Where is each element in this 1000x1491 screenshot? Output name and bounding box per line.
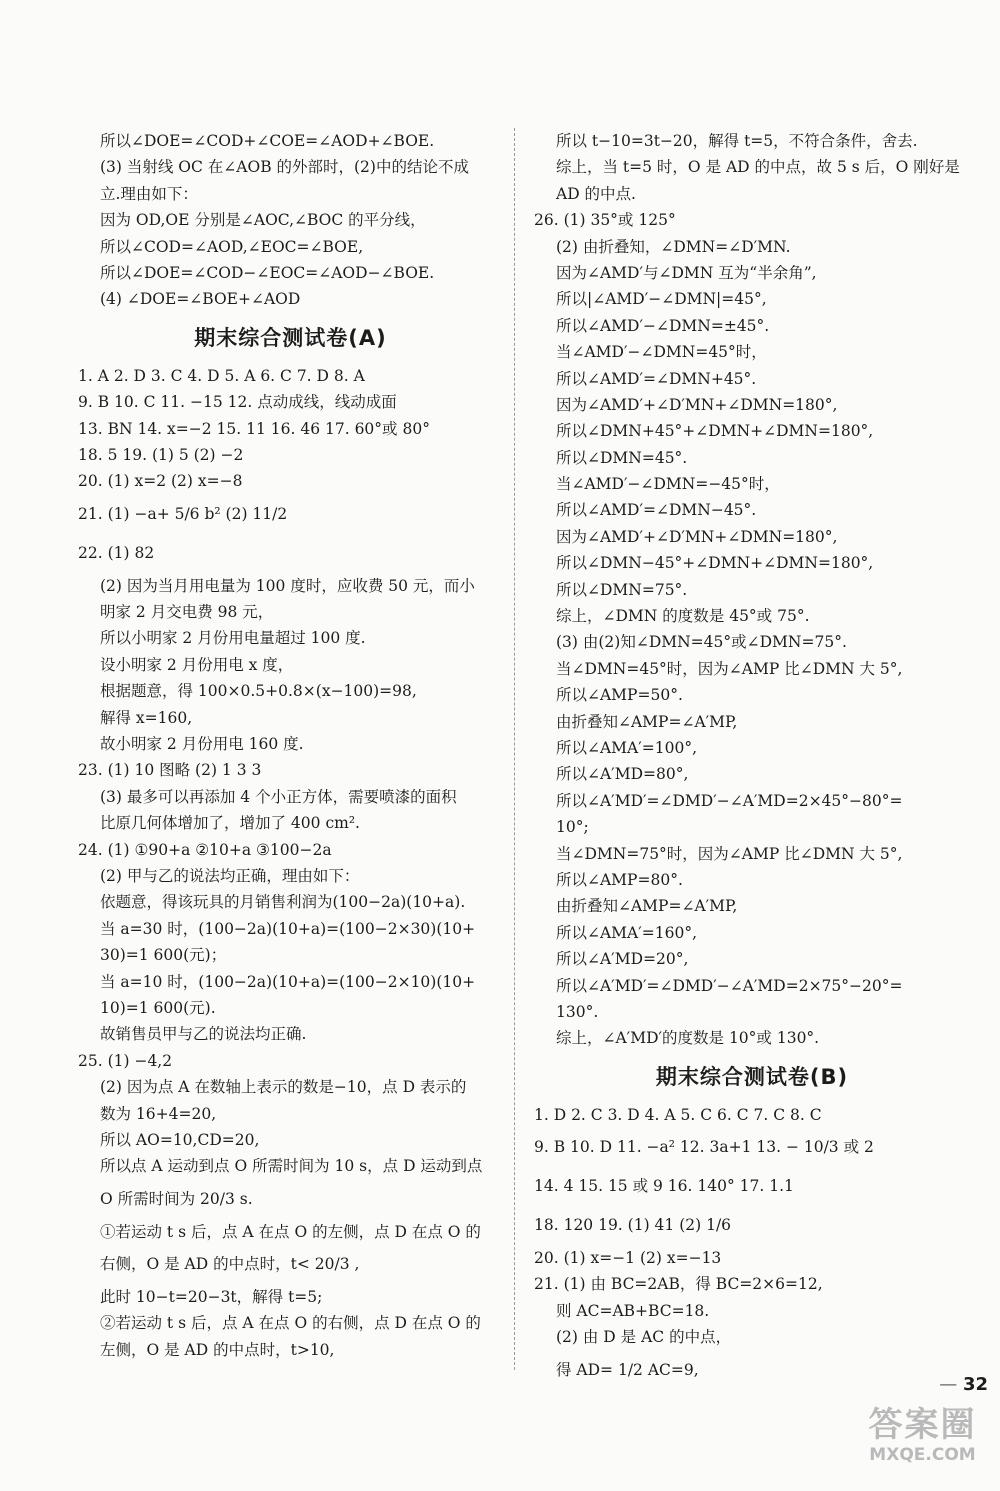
text-line: 右侧，O 是 AD 的中点时，t< 20/3 ,	[100, 1255, 360, 1274]
text-line: 此时 10−t=20−3t，解得 t=5;	[100, 1288, 323, 1307]
text-line: ②若运动 t s 后，点 A 在点 O 的右侧，点 D 在点 O 的	[100, 1314, 481, 1333]
section-title: 期末综合测试卷(A)	[194, 325, 387, 350]
text-line: O 所需时间为 20/3 s.	[100, 1189, 253, 1208]
text-line: 当∠AMD′−∠DMN=45°时，	[556, 343, 767, 362]
text-line: 因为∠AMD′+∠D′MN+∠DMN=180°,	[556, 527, 838, 546]
text-line: 因为 OD,OE 分别是∠AOC,∠BOC 的平分线，	[100, 211, 426, 230]
text-line: 由折叠知∠AMP=∠A′MP,	[556, 897, 738, 916]
text-line: (3) 当射线 OC 在∠AOB 的外部时，(2)中的结论不成	[100, 158, 469, 177]
text-line: 解得 x=160,	[100, 708, 193, 727]
text-line: 立.理由如下：	[100, 184, 198, 203]
text-line: 9. B 10. D 11. −a² 12. 3a+1 13. − 10/3 或 2	[534, 1138, 874, 1157]
text-line: 得 AD= 1/2 AC=9,	[556, 1360, 699, 1379]
text-line: (3) 由(2)知∠DMN=45°或∠DMN=75°.	[556, 633, 847, 652]
text-line: 所以∠DMN−45°+∠DMN+∠DMN=180°,	[556, 554, 874, 573]
text-line: (2) 由 D 是 AC 的中点，	[556, 1328, 732, 1347]
text-line: (2) 由折叠知，∠DMN=∠D′MN.	[556, 237, 791, 256]
text-line: 综上，∠A′MD′的度数是 10°或 130°.	[556, 1029, 820, 1048]
text-line: 所以∠A′MD=80°,	[556, 765, 689, 784]
text-line: 20. (1) x=−1 (2) x=−13	[534, 1249, 722, 1268]
text-line: 14. 4 15. 15 或 9 16. 140° 17. 1.1	[534, 1177, 794, 1196]
text-line: 综上，∠DMN 的度数是 45°或 75°.	[556, 607, 810, 626]
left-column	[78, 128, 503, 1363]
watermark-logo	[855, 1405, 990, 1465]
text-line: 18. 5 19. (1) 5 (2) −2	[78, 445, 244, 464]
text-line: 所以∠DMN=75°.	[556, 580, 688, 599]
text-line: 1. D 2. C 3. D 4. A 5. C 6. C 7. C 8. C	[534, 1105, 822, 1124]
text-line: 所以|∠AMD′−∠DMN|=45°,	[556, 290, 767, 309]
text-line: 21. (1) 由 BC=2AB，得 BC=2×6=12,	[534, 1275, 823, 1294]
text-line: 所以点 A 运动到点 O 所需时间为 10 s，点 D 运动到点	[100, 1157, 483, 1176]
text-line: AD 的中点.	[556, 184, 636, 203]
text-line: 18. 120 19. (1) 41 (2) 1/6	[534, 1216, 732, 1235]
text-line: 所以∠AMD′=∠DMN+45°.	[556, 369, 757, 388]
text-line: 所以∠DMN=45°.	[556, 448, 688, 467]
text-line: 10)=1 600(元).	[100, 998, 216, 1017]
text-line: 根据题意，得 100×0.5+0.8×(x−100)=98,	[100, 682, 417, 701]
text-line: 所以∠DOE=∠COD+∠COE=∠AOD+∠BOE.	[100, 132, 435, 150]
text-line: 因为∠AMD′与∠DMN 互为“半余角”,	[556, 263, 817, 282]
text-line: 26. (1) 35°或 125°	[534, 211, 676, 230]
text-line: 9. B 10. C 11. −15 12. 点动成线，线动成面	[78, 393, 397, 412]
text-line: (4) ∠DOE=∠BOE+∠AOD	[100, 290, 301, 309]
text-line: 所以小明家 2 月份用电量超过 100 度.	[100, 629, 366, 648]
column-divider	[514, 128, 515, 1370]
text-line: 所以∠A′MD′=∠DMD′−∠A′MD=2×75°−20°=	[556, 976, 903, 995]
page-number: — 32	[939, 1374, 988, 1395]
text-line: 25. (1) −4,2	[78, 1051, 173, 1070]
text-line: 130°.	[556, 1002, 599, 1021]
text-line: 所以∠DMN+45°+∠DMN+∠DMN=180°,	[556, 422, 874, 441]
text-line: 左侧，O 是 AD 的中点时，t>10,	[100, 1340, 335, 1359]
text-line: 24. (1) ①90+a ②10+a ③100−2a	[78, 840, 332, 859]
text-line: 13. BN 14. x=−2 15. 11 16. 46 17. 60°或 80°	[78, 419, 430, 438]
text-line: 所以∠A′MD′=∠DMD′−∠A′MD=2×45°−80°=	[556, 791, 903, 810]
text-line: 22. (1) 82	[78, 543, 155, 562]
text-line: 所以 t−10=3t−20，解得 t=5，不符合条件，舍去.	[556, 132, 918, 150]
text-line: 所以∠AMA′=160°,	[556, 923, 698, 942]
text-line: 所以 AO=10,CD=20,	[100, 1130, 260, 1149]
watermark-main: 答案圈	[868, 1405, 977, 1445]
text-line: 所以∠AMD′=∠DMN−45°.	[556, 501, 757, 520]
text-line: 当∠DMN=45°时，因为∠AMP 比∠DMN 大 5°,	[556, 659, 903, 678]
text-line: (2) 因为当月用电量为 100 度时，应收费 50 元，而小	[100, 576, 475, 595]
text-line: 综上，当 t=5 时，O 是 AD 的中点，故 5 s 后，O 刚好是	[556, 158, 960, 177]
text-line: 所以∠AMA′=100°,	[556, 738, 698, 757]
text-line: 23. (1) 10 图略 (2) 1 3 3	[78, 761, 262, 780]
text-line: 则 AC=AB+BC=18.	[556, 1301, 710, 1320]
text-line: ①若运动 t s 后，点 A 在点 O 的左侧，点 D 在点 O 的	[100, 1222, 481, 1241]
watermark-sub: MXQE.COM	[869, 1445, 976, 1465]
text-line: 当 a=10 时，(100−2a)(10+a)=(100−2×10)(10+	[100, 972, 476, 991]
text-line: 所以∠A′MD=20°,	[556, 950, 689, 969]
text-line: 依题意，得该玩具的月销售利润为(100−2a)(10+a).	[100, 893, 466, 912]
section-title: 期末综合测试卷(B)	[655, 1064, 849, 1089]
text-line: 当∠AMD′−∠DMN=−45°时，	[556, 475, 780, 494]
text-line: 设小明家 2 月份用电 x 度，	[100, 655, 294, 674]
text-line: 所以∠AMD′−∠DMN=±45°.	[556, 316, 770, 335]
text-line: 故小明家 2 月份用电 160 度.	[100, 735, 304, 754]
text-line: 所以∠DOE=∠COD−∠EOC=∠AOD−∠BOE.	[100, 263, 435, 282]
text-line: 20. (1) x=2 (2) x=−8	[78, 472, 243, 491]
text-line: 比原几何体增加了，增加了 400 cm².	[100, 814, 360, 833]
text-line: 由折叠知∠AMP=∠A′MP,	[556, 712, 738, 731]
text-line: 30)=1 600(元)；	[100, 946, 227, 965]
text-line: 所以∠AMP=80°.	[556, 870, 683, 889]
text-line: (2) 因为点 A 在数轴上表示的数是−10，点 D 表示的	[100, 1078, 467, 1097]
text-line: 数为 16+4=20,	[100, 1104, 217, 1123]
text-line: 故销售员甲与乙的说法均正确.	[100, 1025, 307, 1044]
text-line: 所以∠COD=∠AOD,∠EOC=∠BOE,	[100, 237, 364, 256]
text-line: 10°;	[556, 818, 589, 837]
text-line: 明家 2 月交电费 98 元，	[100, 603, 274, 622]
text-line: 因为∠AMD′+∠D′MN+∠DMN=180°,	[556, 395, 838, 414]
right-column	[534, 128, 970, 1390]
text-line: (2) 甲与乙的说法均正确，理由如下：	[100, 866, 360, 885]
text-line: (3) 最多可以再添加 4 个小正方体，需要喷漆的面积	[100, 787, 457, 806]
text-line: 1. A 2. D 3. C 4. D 5. A 6. C 7. D 8. A	[78, 366, 365, 385]
text-line: 所以∠AMP=50°.	[556, 686, 683, 705]
text-line: 当 a=30 时，(100−2a)(10+a)=(100−2×30)(10+	[100, 919, 476, 938]
text-line: 当∠DMN=75°时，因为∠AMP 比∠DMN 大 5°,	[556, 844, 903, 863]
text-line: 21. (1) −a+ 5/6 b² (2) 11/2	[78, 504, 288, 523]
